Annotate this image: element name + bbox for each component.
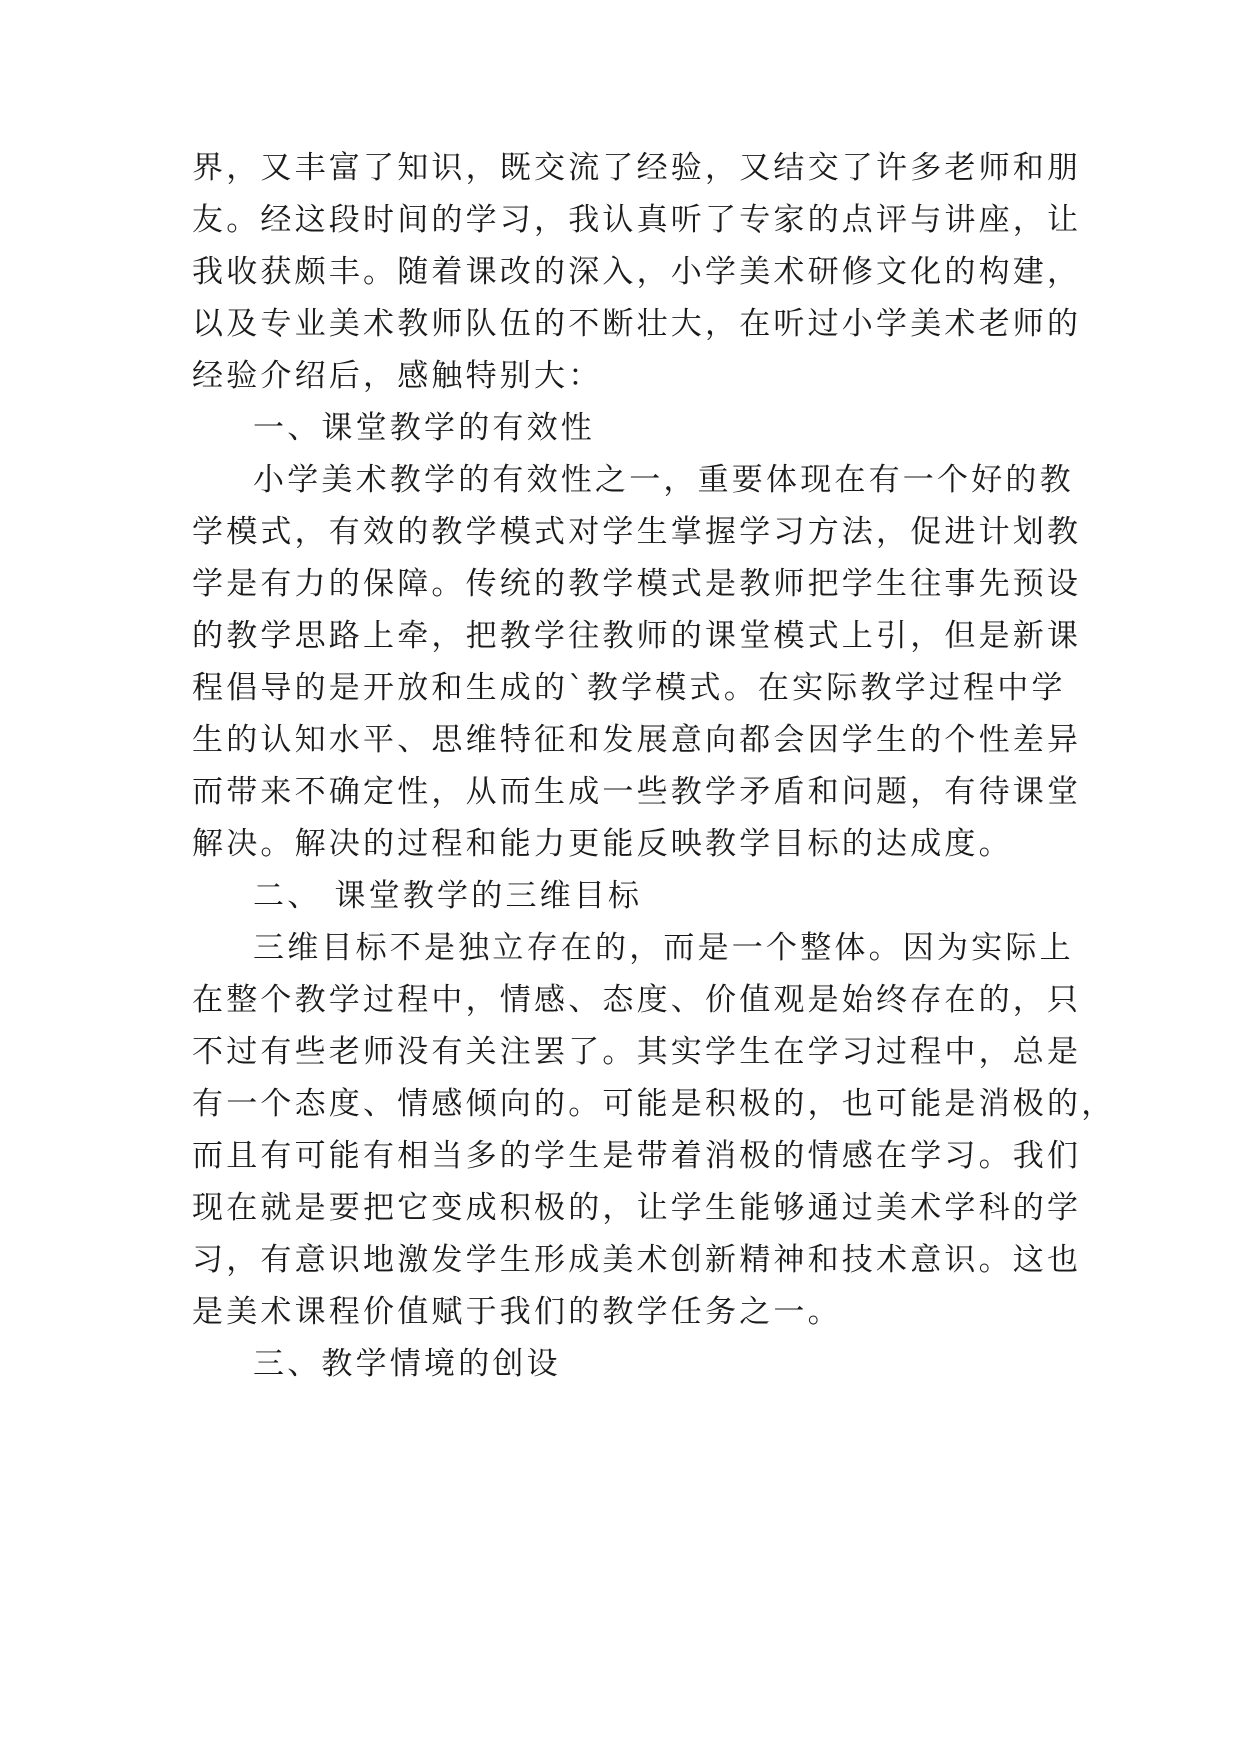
section-heading-1: 一、课堂教学的有效性 bbox=[253, 410, 595, 446]
body-text-line: 有一个态度、情感倾向的。可能是积极的，也可能是消极的， bbox=[192, 1086, 1116, 1122]
body-text-line: 经验介绍后，感触特别大： bbox=[192, 358, 603, 394]
body-text-line: 学是有力的保障。传统的教学模式是教师把学生往事先预设 bbox=[192, 566, 1082, 602]
body-text-line: 在整个教学过程中，情感、态度、价值观是始终存在的，只 bbox=[192, 982, 1082, 1018]
body-text-line: 小学美术教学的有效性之一，重要体现在有一个好的教 bbox=[253, 462, 1074, 498]
body-text-line: 而且有可能有相当多的学生是带着消极的情感在学习。我们 bbox=[192, 1138, 1082, 1174]
body-text-line: 程倡导的是开放和生成的`教学模式。在实际教学过程中学 bbox=[192, 670, 1066, 706]
body-text-line: 友。经这段时间的学习，我认真听了专家的点评与讲座，让 bbox=[192, 202, 1082, 238]
body-text-line: 以及专业美术教师队伍的不断壮大，在听过小学美术老师的 bbox=[192, 306, 1082, 342]
body-text-line: 界，又丰富了知识，既交流了经验，又结交了许多老师和朋 bbox=[192, 150, 1082, 186]
body-text-line: 习，有意识地激发学生形成美术创新精神和技术意识。这也 bbox=[192, 1242, 1082, 1278]
body-text-line: 学模式，有效的教学模式对学生掌握学习方法，促进计划教 bbox=[192, 514, 1082, 550]
body-text-line: 的教学思路上牵，把教学往教师的课堂模式上引，但是新课 bbox=[192, 618, 1082, 654]
body-text-line: 三维目标不是独立存在的，而是一个整体。因为实际上 bbox=[253, 930, 1074, 966]
body-text-line: 现在就是要把它变成积极的，让学生能够通过美术学科的学 bbox=[192, 1190, 1082, 1226]
section-heading-3: 三、教学情境的创设 bbox=[253, 1346, 561, 1382]
body-text-line: 不过有些老师没有关注罢了。其实学生在学习过程中，总是 bbox=[192, 1034, 1082, 1070]
body-text-line: 而带来不确定性，从而生成一些教学矛盾和问题，有待课堂 bbox=[192, 774, 1082, 810]
body-text-line: 是美术课程价值赋于我们的教学任务之一。 bbox=[192, 1294, 842, 1330]
body-text-line: 解决。解决的过程和能力更能反映教学目标的达成度。 bbox=[192, 826, 1013, 862]
body-text-line: 生的认知水平、思维特征和发展意向都会因学生的个性差异 bbox=[192, 722, 1082, 758]
body-text-line: 我收获颇丰。随着课改的深入，小学美术研修文化的构建， bbox=[192, 254, 1082, 290]
section-heading-2: 二、 课堂教学的三维目标 bbox=[253, 878, 643, 914]
